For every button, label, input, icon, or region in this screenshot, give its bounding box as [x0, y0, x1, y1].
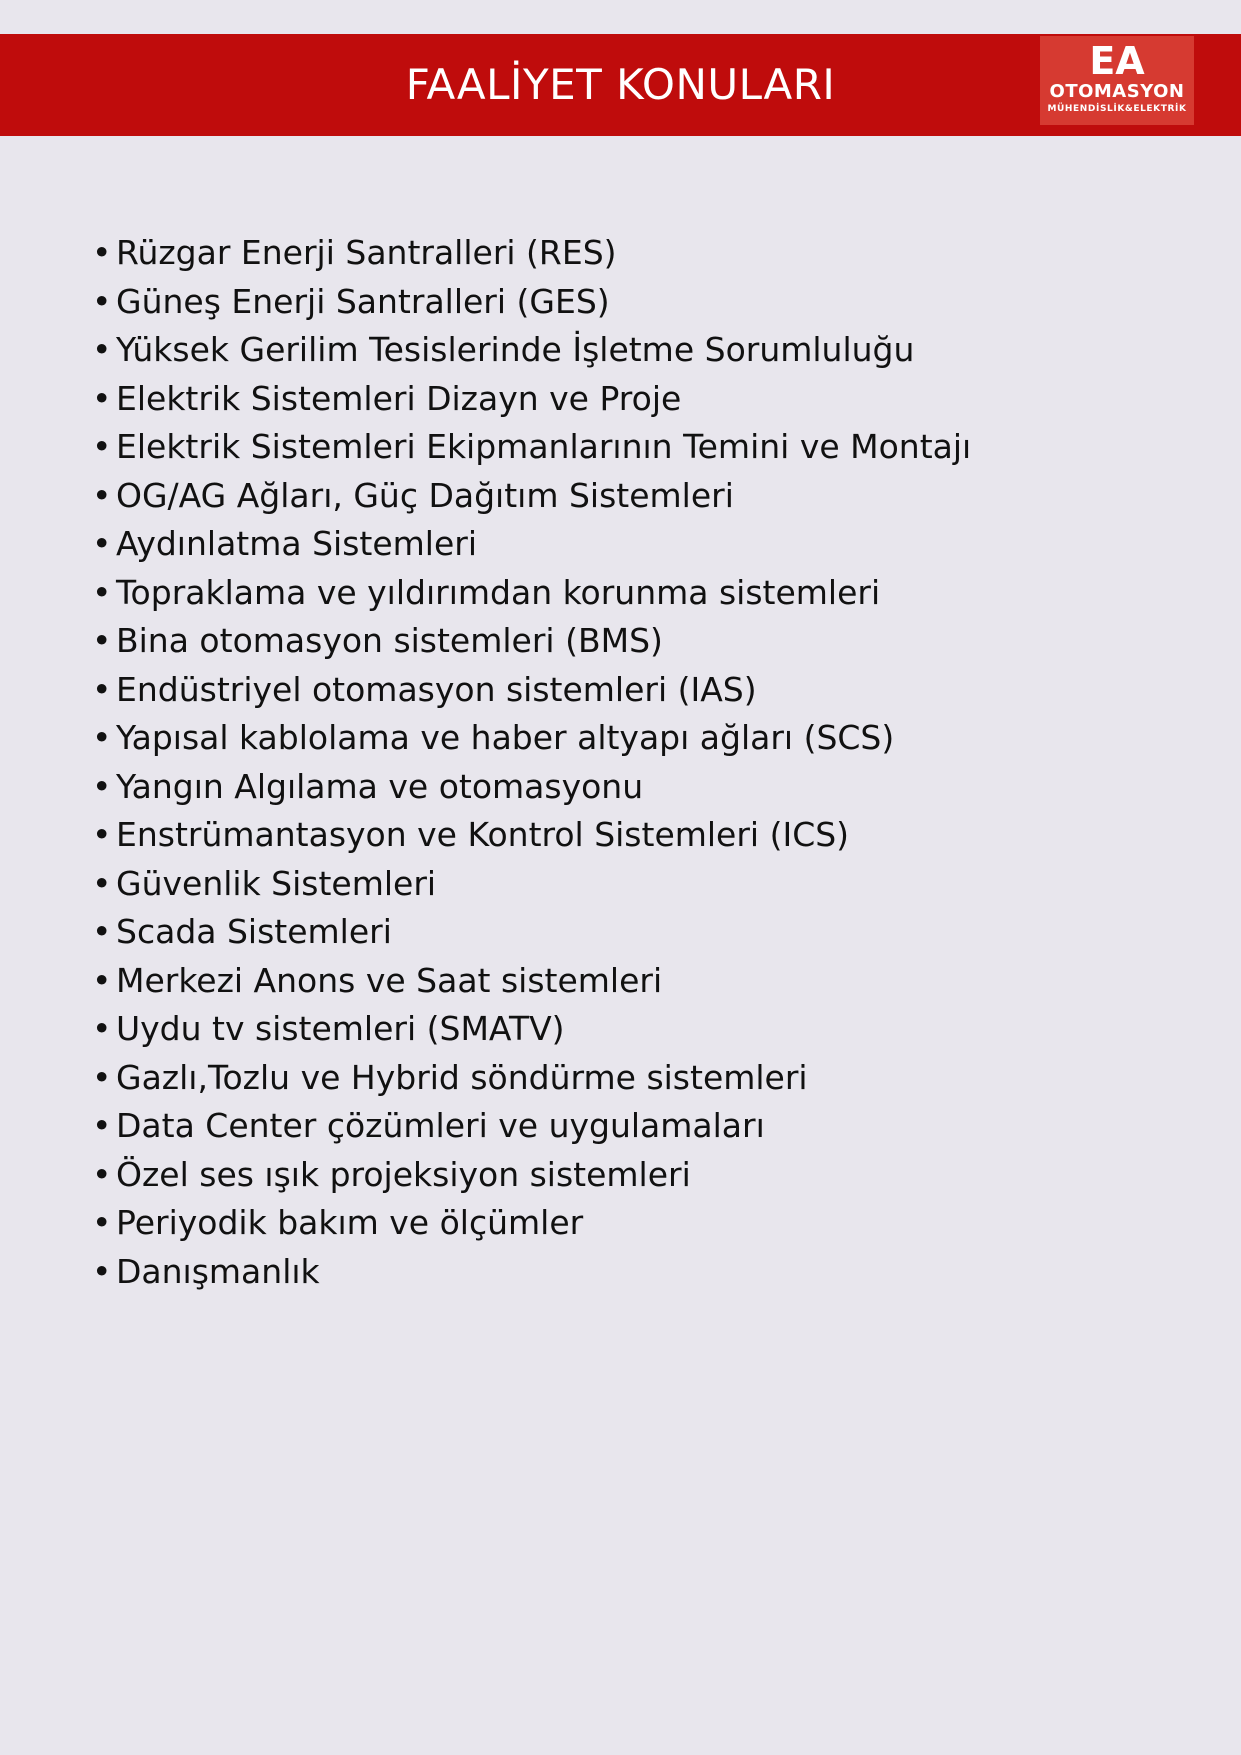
bullet-icon: • [92, 427, 112, 466]
activity-label: Yüksek Gerilim Tesislerinde İşletme Sorumluluğu [116, 330, 915, 369]
bullet-icon: • [92, 1154, 112, 1194]
activity-label: OG/AG Ağları, Güç Dağıtım Sistemleri [116, 475, 734, 515]
activity-label: Yapısal kablolama ve haber altyapı ağları (SCS) [116, 718, 895, 757]
bullet-icon: • [92, 1106, 112, 1145]
activity-label: Elektrik Sistemleri Ekipmanlarının Temini ve Montajı [116, 427, 972, 466]
activity-label: Elektrik Sistemleri Dizayn ve Proje [116, 378, 682, 418]
activity-label: Endüstriyel otomasyon sistemleri (IAS) [116, 669, 757, 709]
activity-item [92, 1102, 971, 1151]
bullet-icon: • [92, 572, 112, 612]
activity-item [92, 1199, 971, 1248]
bullet-icon: • [92, 718, 112, 757]
bullet-icon: • [92, 1251, 112, 1291]
activity-item [92, 908, 971, 957]
activity-label: Topraklama ve yıldırımdan korunma sistemleri [116, 572, 881, 612]
activity-label: Enstrümantasyon ve Kontrol Sistemleri (ICS) [116, 815, 850, 854]
bullet-icon: • [92, 1203, 112, 1242]
bullet-icon: • [92, 912, 112, 951]
bullet-icon: • [92, 669, 112, 709]
bullet-icon: • [92, 621, 112, 660]
activity-label: Yangın Algılama ve otomasyonu [116, 766, 644, 806]
logo-subtitle: MÜHENDİSLİK&ELEKTRİK [1047, 104, 1187, 114]
activity-label: Rüzgar Enerji Santralleri (RES) [116, 233, 617, 272]
activity-item [92, 326, 971, 375]
bullet-icon: • [92, 233, 112, 272]
activity-list [92, 229, 971, 1296]
bullet-icon: • [92, 378, 112, 418]
activity-item [92, 666, 971, 715]
activity-label: Periyodik bakım ve ölçümler [116, 1203, 584, 1242]
activity-item [92, 811, 971, 860]
activity-label: Data Center çözümleri ve uygulamaları [116, 1106, 765, 1145]
activity-item [92, 714, 971, 763]
activity-item [92, 1054, 971, 1103]
activity-item [92, 375, 971, 424]
activity-item [92, 278, 971, 327]
logo-name: OTOMASYON [1049, 81, 1185, 102]
bullet-icon: • [92, 863, 112, 903]
activity-label: Özel ses ışık projeksiyon sistemleri [116, 1154, 691, 1194]
activity-item [92, 1151, 971, 1200]
activity-item [92, 569, 971, 618]
activity-item [92, 617, 971, 666]
logo-mark: EA [1089, 39, 1145, 83]
activity-item [92, 1005, 971, 1054]
activity-item [92, 763, 971, 812]
activity-label: Merkezi Anons ve Saat sistemleri [116, 960, 663, 1000]
activity-item [92, 423, 971, 472]
header-band [0, 34, 1241, 136]
page-title: FAALİYET KONULARI [405, 60, 836, 109]
activity-label: Güvenlik Sistemleri [116, 863, 437, 903]
activity-label: Gazlı,Tozlu ve Hybrid söndürme sistemleri [116, 1057, 808, 1097]
bullet-icon: • [92, 766, 112, 806]
activity-label: Bina otomasyon sistemleri (BMS) [116, 621, 663, 660]
bullet-icon: • [92, 815, 112, 854]
bullet-icon: • [92, 330, 112, 369]
activity-label: Danışmanlık [116, 1251, 320, 1291]
activity-label: Scada Sistemleri [116, 912, 392, 951]
activity-label: Güneş Enerji Santralleri (GES) [116, 281, 610, 321]
activity-item [92, 472, 971, 521]
bullet-icon: • [92, 1057, 112, 1097]
activity-item [92, 1248, 971, 1297]
activity-label: Aydınlatma Sistemleri [116, 524, 477, 563]
activity-item [92, 520, 971, 569]
bullet-icon: • [92, 1009, 112, 1048]
bullet-icon: • [92, 960, 112, 1000]
company-logo [1040, 36, 1194, 125]
activity-item [92, 957, 971, 1006]
bullet-icon: • [92, 524, 112, 563]
bullet-icon: • [92, 281, 112, 321]
bullet-icon: • [92, 475, 112, 515]
activity-item [92, 229, 971, 278]
activity-item [92, 860, 971, 909]
activity-label: Uydu tv sistemleri (SMATV) [116, 1009, 565, 1048]
